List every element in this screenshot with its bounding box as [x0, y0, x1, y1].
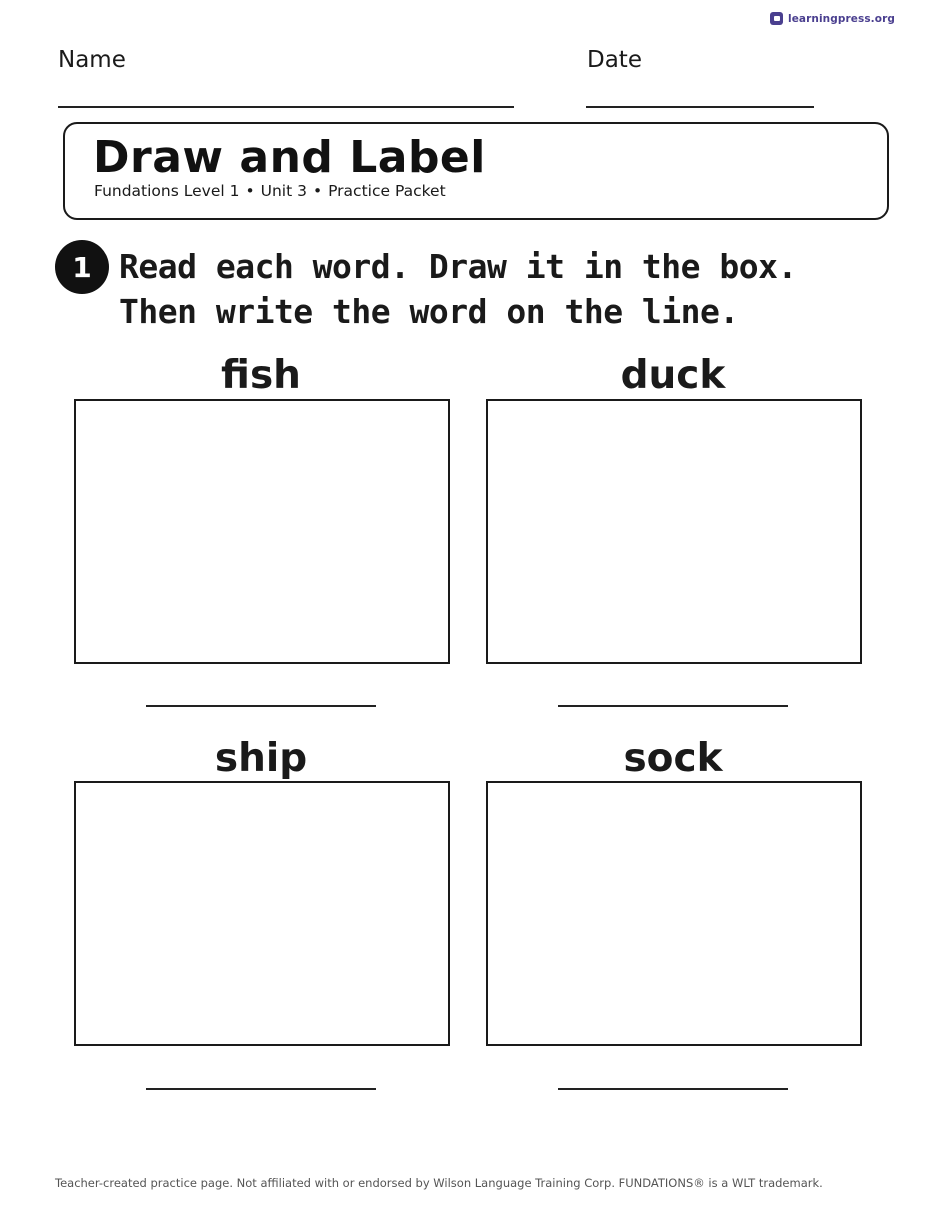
- subtitle-packet: Practice Packet: [328, 182, 446, 200]
- word-label: fish: [221, 353, 301, 398]
- page-title: Draw and Label: [93, 132, 486, 183]
- write-line[interactable]: [146, 1088, 376, 1090]
- instruction-text: Read each word. Draw it in the box. Then write the word on the line.: [119, 247, 797, 331]
- word-label: ship: [214, 736, 308, 781]
- page-subtitle: [94, 182, 446, 200]
- name-line[interactable]: [58, 106, 514, 108]
- brand-badge: [770, 12, 895, 25]
- write-line[interactable]: [558, 1088, 788, 1090]
- drawing-box[interactable]: [486, 781, 862, 1046]
- write-line[interactable]: [146, 705, 376, 707]
- date-label: Date: [587, 47, 642, 73]
- word-label: sock: [623, 736, 723, 781]
- word-label: duck: [620, 353, 726, 398]
- brand-text: learningpress.org: [788, 12, 895, 25]
- name-label: Name: [58, 47, 126, 73]
- drawing-box[interactable]: [74, 399, 450, 664]
- book-icon: [770, 12, 783, 25]
- drawing-box[interactable]: [74, 781, 450, 1046]
- subtitle-separator: •: [312, 182, 323, 200]
- date-line[interactable]: [586, 106, 814, 108]
- step-number-badge: 1: [55, 240, 109, 294]
- subtitle-level: Fundations Level 1: [94, 182, 240, 200]
- write-line[interactable]: [558, 705, 788, 707]
- subtitle-separator: •: [245, 182, 255, 200]
- drawing-box[interactable]: [486, 399, 862, 664]
- title-box: [63, 122, 889, 220]
- subtitle-unit: Unit 3: [260, 182, 307, 200]
- footer-disclaimer: Teacher-created practice page. Not affiliated with or endorsed by Wilson Language Training Corp. FUNDATIONS® is a WLT trademark.: [55, 1176, 823, 1190]
